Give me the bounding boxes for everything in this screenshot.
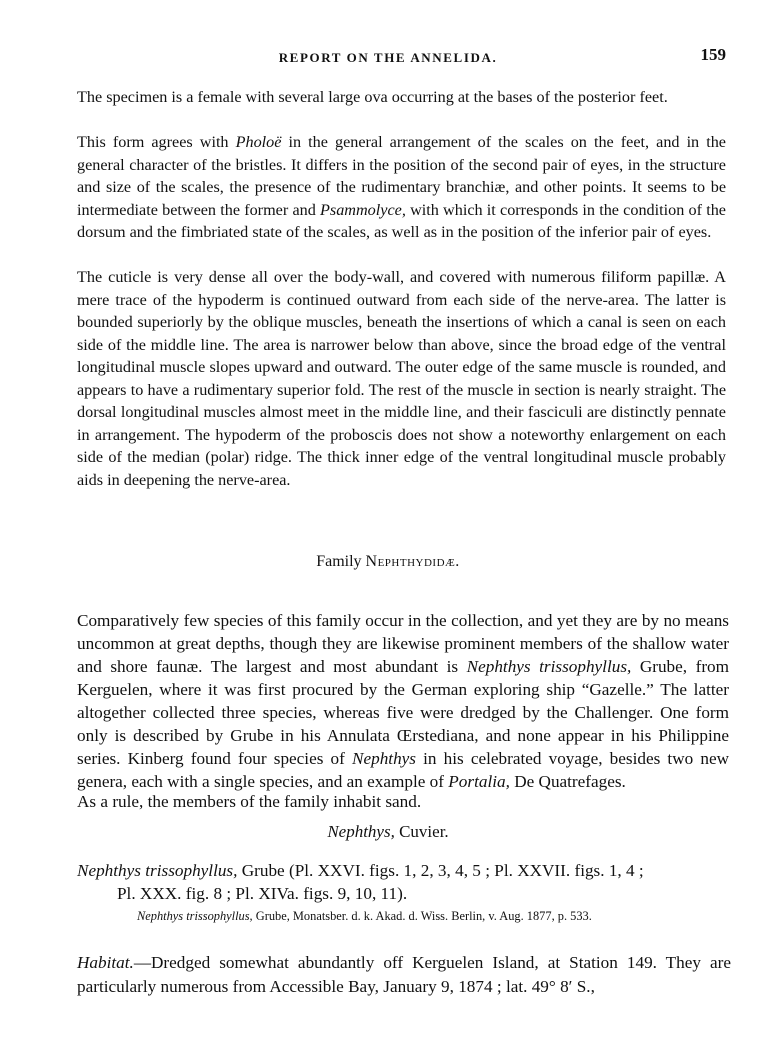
family-heading — [0, 553, 776, 571]
species-citation — [137, 908, 727, 924]
text-run: This form agrees with — [77, 133, 236, 151]
habitat-text: —Dredged somewhat abundantly off Kerguelen Island, at Station 149. They are particularly numerous from Accessible Bay, January 9, 1874 ; lat. 49° 8′ S., — [77, 953, 731, 996]
text-run: with which it corresponds in the condition of the dorsum and the fimbriated state of the scales, as well as in the position of the inferior pair of eyes. — [77, 200, 726, 241]
text-run: in his celebrated voyage, besides two new genera, each with a single species, and an example of — [77, 749, 729, 792]
text-run: in the general arrangement of the scales on the feet, and in the general character of the bristles. It differs in the position of the second pair of eyes, in the structure and size of the scales, the presence of the rudimentary branchiæ, and other points. It seems to be intermediate between the former and — [77, 133, 726, 219]
paragraph-cuticle — [77, 266, 726, 491]
taxon-name: Psammolyce, — [320, 200, 406, 219]
genus-author: Cuvier. — [394, 822, 449, 841]
paragraph-comparison — [77, 131, 726, 244]
plate-references: Grube (Pl. XXVI. figs. 1, 2, 3, 4, 5 ; Pl. XXVII. figs. 1, 4 ; — [237, 861, 644, 880]
taxon-name: Nephthys trissophyllus, — [466, 657, 632, 677]
taxon-name: Nephthys — [352, 749, 416, 769]
taxon-name: Pholoë — [235, 133, 282, 151]
citation-taxon: Nephthys trissophyllus, — [137, 909, 253, 923]
citation-source: Grube, Monatsber. d. k. Akad. d. Wiss. Berlin, v. Aug. 1877, p. 533. — [252, 909, 592, 923]
habitat-paragraph — [77, 934, 731, 1015]
text-run: Grube, from Kerguelen, where it was first procured by the German exploring ship “Gazelle.” The latter altogether collected three species, whereas five were dredged by the Challenger. One form only is described by Grube in his Annulata Œrstediana, and none appear in his Philippine series. Kinberg found four species of — [77, 657, 730, 769]
heading-prefix: Family — [316, 553, 366, 570]
genus-name: Nephthys, — [327, 822, 395, 841]
paragraph-text: The cuticle is very dense all over the body-wall, and covered with numerous filiform papillæ. A mere trace of the hypoderm is continued outward from each side of the nerve-area. The latter is bounded superiorly by the oblique muscles, beneath the insertions of which a canal is seen on each side of the middle line. The area is narrower below than above, since the broad edge of the ventral longitudinal muscle slopes upward and outward. The outer edge of the same muscle is rounded, and appears to have a rudimentary superior fold. The rest of the muscle in section is nearly straight. The dorsal longitudinal muscles almost meet in the middle line, and their fasciculi are distinctly pennate in arrangement. The hypoderm of the proboscis does not show a noteworthy enlargement on each side of the median (polar) ridge. The thick inner edge of the ventral longitudinal muscle probably aids in deepening the nerve-area. — [77, 268, 726, 489]
paragraph-text: As a rule, the members of the family inhabit sand. — [77, 792, 422, 812]
running-title: REPORT ON THE ANNELIDA. — [278, 50, 498, 65]
species-entry — [77, 859, 731, 905]
plate-references-continued: Pl. XXX. fig. 8 ; Pl. XIVa. figs. 9, 10, 11). — [117, 884, 408, 903]
habitat-label: Habitat. — [77, 953, 134, 973]
taxon-name: Portalia, — [448, 772, 510, 792]
paragraph-specimen — [77, 86, 726, 109]
species-name: Nephthys trissophyllus, — [77, 861, 238, 880]
text-run: Comparatively few species of this family occur in the collection, and yet they are by no means uncommon at great depths, though they are likewise prominent members of the shallow water and shore faunæ. The largest and most abundant is — [77, 611, 729, 677]
genus-heading — [0, 822, 776, 842]
page-number: 159 — [700, 45, 726, 64]
paragraph-text: The specimen is a female with several large ova occurring at the bases of the posterior feet. — [77, 88, 668, 106]
family-name: Nephthydidæ. — [365, 553, 460, 570]
text-run: De Quatrefages. — [509, 772, 626, 792]
